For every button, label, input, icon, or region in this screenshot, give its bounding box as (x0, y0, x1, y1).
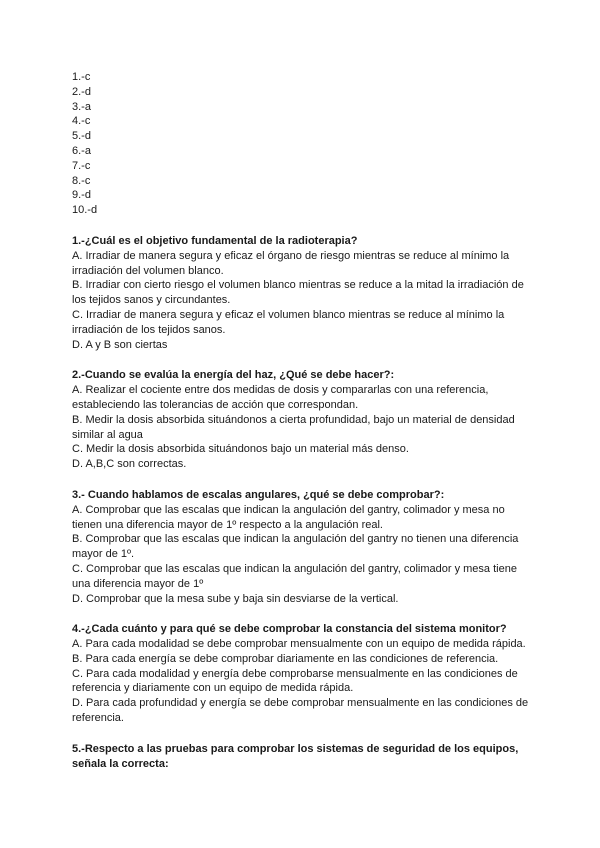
answer-key-item: 9.-d (72, 189, 91, 202)
answer-key-list (72, 70, 532, 218)
answer-key-item: 8.-c (72, 174, 91, 187)
option-c: C. Comprobar que las escalas que indican la angulación del gantry, colimador y mesa tiene una diferencia mayor de 1º (72, 562, 517, 590)
answer-key-item: 10.-d (72, 204, 98, 217)
option-a: A. Comprobar que las escalas que indican la angulación del gantry, colimador y mesa no tienen una diferencia mayor de 1º respecto a la angulación real. (72, 503, 505, 531)
option-a: A. Irradiar de manera segura y eficaz el órgano de riesgo mientras se reduce al mínimo la irradiación del volumen blanco. (72, 249, 510, 277)
option-a: A. Realizar el cociente entre dos medidas de dosis y compararlas con una referencia, estableciendo las tolerancias de acción que correspondan. (72, 384, 489, 411)
question-title: 4.-¿Cada cuánto y para qué se debe comprobar la constancia del sistema monitor? (72, 623, 507, 636)
option-b: B. Irradiar con cierto riesgo el volumen blanco mientras se reduce a la mitad la irradiación de los tejidos sanos y circundantes. (72, 279, 524, 307)
document-page (72, 70, 532, 787)
option-b: B. Para cada energía se debe comprobar diariamente en las condiciones de referencia. (72, 652, 499, 665)
question-2 (72, 368, 532, 472)
answer-key-item: 3.-a (72, 100, 91, 113)
question-title: 3.- Cuando hablamos de escalas angulares, ¿qué se debe comprobar?: (72, 488, 445, 501)
question-title: 5.-Respecto a las pruebas para comprobar los sistemas de seguridad de los equipos, señala la correcta: (72, 742, 519, 770)
option-d: D. A,B,C son correctas. (72, 458, 187, 471)
question-title: 1.-¿Cuál es el objetivo fundamental de la radioterapia? (72, 234, 358, 247)
answer-key-item: 7.-c (72, 159, 91, 172)
option-d: D. Comprobar que la mesa sube y baja sin desviarse de la vertical. (72, 592, 399, 605)
option-d: D. Para cada profundidad y energía se debe comprobar mensualmente en las condiciones de referencia. (72, 697, 529, 725)
option-b: B. Medir la dosis absorbida situándonos a cierta profundidad, bajo un material de densidad similar al agua (72, 413, 515, 441)
answer-key-item: 2.-d (72, 85, 91, 98)
answer-key-item: 4.-c (72, 115, 91, 128)
option-c: C. Medir la dosis absorbida situándonos bajo un material más denso. (72, 443, 409, 456)
question-5 (72, 742, 532, 772)
answer-key-item: 5.-d (72, 130, 91, 143)
question-1 (72, 234, 532, 352)
question-3 (72, 488, 532, 606)
question-4 (72, 622, 532, 726)
question-title: 2.-Cuando se evalúa la energía del haz, ¿Qué se debe hacer?: (72, 369, 395, 382)
option-d: D. A y B son ciertas (72, 338, 168, 351)
answer-key-item: 1.-c (72, 71, 91, 83)
option-c: C. Para cada modalidad y energía debe comprobarse mensualmente en las condiciones de referencia y diariamente con un equipo de medida rápida. (72, 667, 518, 695)
option-c: C. Irradiar de manera segura y eficaz el volumen blanco mientras se reduce al mínimo la irradiación de los tejidos sanos. (72, 308, 505, 336)
option-a: A. Para cada modalidad se debe comprobar mensualmente con un equipo de medida rápida. (72, 638, 526, 651)
option-b: B. Comprobar que las escalas que indican la angulación del gantry no tienen una diferencia mayor de 1º. (72, 533, 519, 561)
answer-key-item: 6.-a (72, 144, 91, 157)
